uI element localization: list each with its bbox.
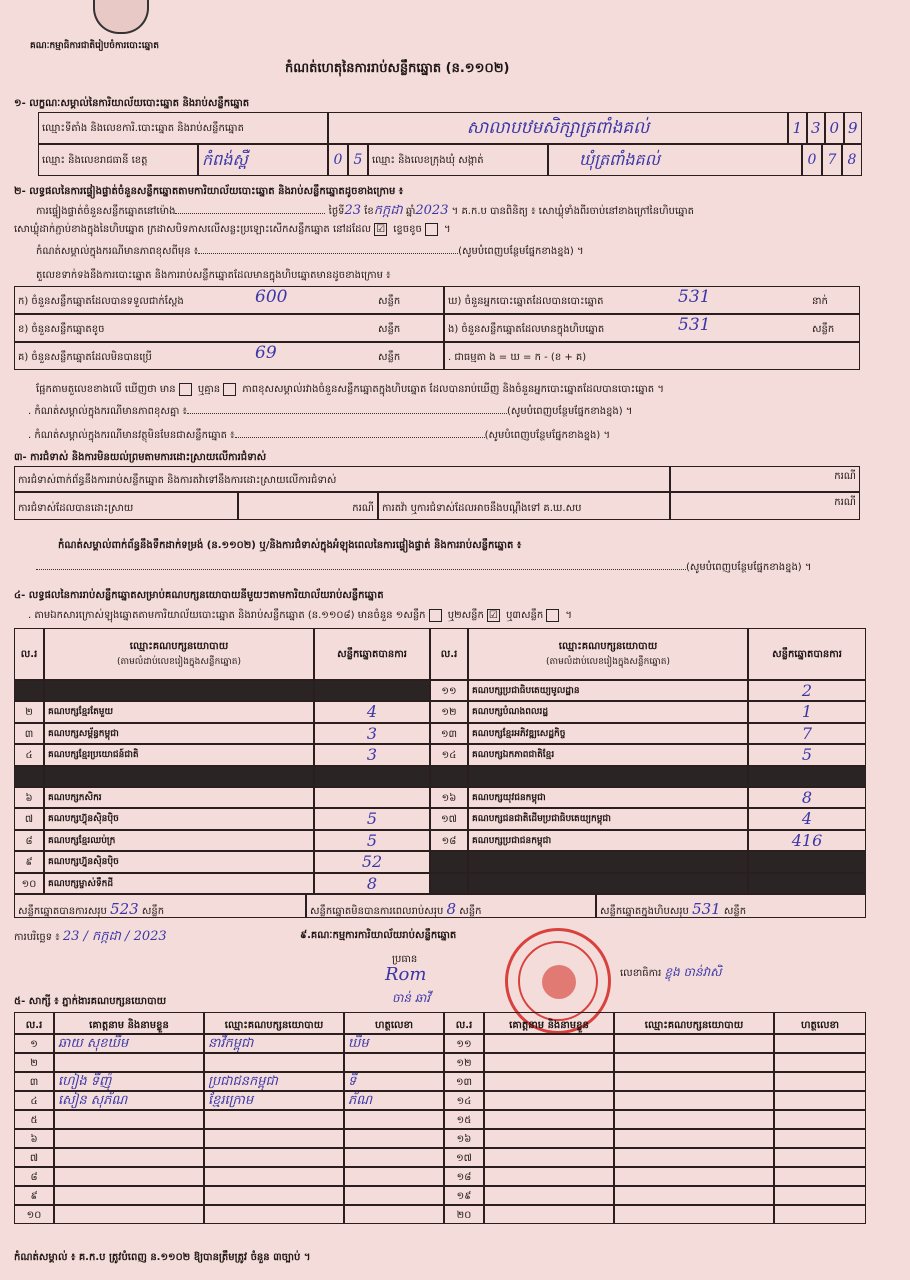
witness-name-9: [54, 1205, 204, 1224]
party-no-right-2: ១៣: [430, 723, 468, 744]
total-in-box-value: 531: [692, 900, 721, 918]
witness-party-3: ខ្មែរក្រោម: [204, 1091, 344, 1110]
witness-party-9: [204, 1205, 344, 1224]
witness-party-8: [204, 1186, 344, 1205]
witness-sign-5: [344, 1129, 444, 1148]
witness-sign-r-6: [774, 1148, 866, 1167]
party-votes-left-7: 5: [314, 830, 430, 851]
figure-right-unit-1: សន្លឹក: [812, 324, 835, 335]
two-sheets-checkbox[interactable]: ☑: [487, 609, 500, 622]
resolved-unit: ករណី: [238, 492, 378, 520]
figure-row-2: គ) ចំនួនសន្លឹកឆ្នោតដែលមិនបានប្រើ: [14, 342, 444, 370]
wit-col-no-l: ល.រ: [14, 1012, 54, 1034]
foreign-object-note: . កំណត់សម្គាល់ក្នុងករណីមានវត្ថុមិនមែនជាសន្លឹកឆ្នោត ៖ (សូមបំពេញបន្ថែមផ្នែកខាងខ្នង) ។: [28, 430, 611, 441]
party-no-right-1: ១២: [430, 701, 468, 722]
col-no-left: ល.រ: [14, 628, 44, 680]
witness-name-r-9: [484, 1205, 614, 1224]
witness-no-r-6: ១៧: [444, 1148, 484, 1167]
witness-name-r-5: [484, 1129, 614, 1148]
witness-no-r-8: ១៩: [444, 1186, 484, 1205]
witness-sign-1: [344, 1053, 444, 1072]
witness-party-7: [204, 1167, 344, 1186]
witness-name-0: ឆាយ សុខឃីម: [54, 1034, 204, 1053]
wit-col-no-r: ល.រ: [444, 1012, 484, 1034]
party-name-left-9: គណបក្សម្ចាស់ទឹកដី: [44, 873, 314, 894]
witness-name-8: [54, 1186, 204, 1205]
party-name-left-2: គណបក្សសម្ព័ន្ធកម្ពុជា: [44, 723, 314, 744]
witness-party-0: នាវីកម្ពុជា: [204, 1034, 344, 1053]
witness-sign-r-8: [774, 1186, 866, 1205]
witness-party-r-3: [614, 1091, 774, 1110]
appeal-label: ការតវ៉ា ឬការជំទាស់ដែលអាចនឹងបណ្ដឹងទៅ គ.ឃ.សប: [378, 492, 670, 520]
witness-name-r-2: [484, 1072, 614, 1091]
emblem: [93, 0, 149, 34]
party-votes-left-0: [314, 680, 430, 701]
witness-no-0: ១: [14, 1034, 54, 1053]
witness-no-7: ៨: [14, 1167, 54, 1186]
witness-sign-4: [344, 1110, 444, 1129]
witness-no-r-0: ១១: [444, 1034, 484, 1053]
party-no-left-2: ៣: [14, 723, 44, 744]
section-3-heading: ៣- ការជំទាស់ និងការមិនយល់ព្រមតាមការដោះស្រាយលើការជំទាស់: [14, 452, 267, 463]
chair-signature: Rom: [385, 964, 427, 985]
commune-digit-2: 7: [822, 144, 842, 176]
witness-party-r-9: [614, 1205, 774, 1224]
witness-name-r-8: [484, 1186, 614, 1205]
party-no-left-8: ៩: [14, 851, 44, 872]
witness-no-6: ៧: [14, 1148, 54, 1167]
witness-sign-7: [344, 1167, 444, 1186]
commune-label: ឈ្មោះ និងលេខក្រុងឃុំ សង្កាត់: [368, 144, 548, 176]
province-label: ឈ្មោះ និងលេខរាជធានី ខេត្ត: [38, 144, 198, 176]
section-1-heading: ១- លក្ខណៈសម្គាល់នៃការិយាល័យបោះឆ្នោត និងរាប់សន្លឹកឆ្នោត: [14, 98, 250, 109]
party-votes-left-3: 3: [314, 744, 430, 765]
witness-no-r-7: ១៨: [444, 1167, 484, 1186]
witness-party-4: [204, 1110, 344, 1129]
party-votes-right-6: 4: [748, 808, 866, 829]
col-votes-left: សន្លឹកឆ្នោតបានការ: [314, 628, 430, 680]
total-invalid-value: 8: [446, 900, 457, 918]
party-no-right-7: ១៨: [430, 830, 468, 851]
section-5-heading: ៥- សាក្សី ៖ ភ្នាក់ងារគណបក្សនយោបាយ: [14, 996, 167, 1007]
witness-no-r-4: ១៥: [444, 1110, 484, 1129]
witness-no-r-1: ១២: [444, 1053, 484, 1072]
figure-right-row-1: ង) ចំនួនសន្លឹកឆ្នោតដែលមានក្នុងហិបឆ្នោត: [444, 314, 860, 342]
witness-party-r-4: [614, 1110, 774, 1129]
comparison-line: ផ្អែកតាមតួលេខខាងលើ ឃើញថា មាន ឬគ្មាន ភាពខុសសម្គាល់រវាងចំនួនសន្លឹកឆ្នោតក្នុងហិបឆ្នោត ដែលបានរាប់ឃើញ និងចំនួនអ្នកបោះឆ្នោតដែលបានបោះឆ្នោត ។: [36, 384, 664, 395]
witness-sign-r-9: [774, 1205, 866, 1224]
col-votes-right: សន្លឹកឆ្នោតបានការ: [748, 628, 866, 680]
party-no-right-8: [430, 851, 468, 872]
witness-no-5: ៦: [14, 1129, 54, 1148]
party-name-right-0: គណបក្សប្រជាធិបតេយ្យមូលដ្ឋាន: [468, 680, 748, 701]
witness-name-r-4: [484, 1110, 614, 1129]
party-name-left-1: គណបក្សខ្មែរតែមួយ: [44, 701, 314, 722]
secretary-signature: ខ្លុង ចាន់វាសិ: [664, 965, 722, 979]
witness-sign-r-3: [774, 1091, 866, 1110]
station-digit-2: 3: [807, 112, 826, 144]
party-name-right-3: គណបក្សឯកភាពជាតិខ្មែរ: [468, 744, 748, 765]
party-votes-right-2: 7: [748, 723, 866, 744]
witness-name-r-0: [484, 1034, 614, 1053]
witness-party-r-5: [614, 1129, 774, 1148]
figure-row-1: ខ) ចំនួនសន្លឹកឆ្នោតខូច: [14, 314, 444, 342]
difference-no-checkbox[interactable]: [223, 383, 236, 396]
witness-no-9: ១០: [14, 1205, 54, 1224]
form-title: កំណត់ហេតុនៃការរាប់សន្លឹកឆ្នោត (ន.១១០២): [285, 61, 510, 76]
witness-party-r-2: [614, 1072, 774, 1091]
tally-sheet-line: . តាមឯកសារក្រោស់ឡុងឆ្នោតតាមការិយាល័យបោះឆ្នោត និងរាប់សន្លឹកឆ្នោត (ន.១១០៨) មានចំនួន ១សន្លឹក ឬ២សន្លឹក ☑ ឬ៣សន្លឹក ។: [28, 609, 572, 621]
commune-digit-3: 8: [842, 144, 862, 176]
commune-name: ឃុំត្រពាំងគល់: [548, 144, 802, 176]
section-3-footnote: កំណត់សម្គាល់ពាក់ព័ន្ធនឹងទឹកដាក់ទម្រង់ (ន.១១០២) ឬ/និងការជំទាស់ក្នុងអំឡុងពេលនៃការផ្ទៀងផ្ទាត់ និងការរាប់សន្លឹកឆ្នោត ៖: [58, 540, 522, 551]
party-name-right-8: [468, 851, 748, 872]
commune-digit-1: 0: [802, 144, 822, 176]
section-2-heading: ២- លទ្ធផលនៃការផ្ទៀងផ្ទាត់ចំនួនសន្លឹកឆ្នោតតាមការិយាល័យបោះឆ្នោត និងរាប់សន្លឹកឆ្នោតដូចខាងក្រោម ៖: [14, 186, 404, 197]
party-no-left-9: ១០: [14, 873, 44, 894]
difference-yes-checkbox[interactable]: [179, 383, 192, 396]
witness-no-1: ២: [14, 1053, 54, 1072]
verification-day: 23: [344, 203, 362, 218]
party-name-left-0: [44, 680, 314, 701]
witness-no-r-9: ២០: [444, 1205, 484, 1224]
station-digit-3: 0: [825, 112, 844, 144]
party-name-left-8: គណបក្សហ្វ៊ុនស៊ិនប៉ិច: [44, 851, 314, 872]
total-valid-value: 523: [110, 900, 139, 918]
party-votes-right-1: 1: [748, 701, 866, 722]
col-party-left-sub: (តាមលំដាប់លេខរៀងក្នុងសន្លឹកឆ្នោត): [117, 657, 241, 667]
party-name-right-2: គណបក្សខ្មែរអភិវឌ្ឍសេដ្ឋកិច្ច: [468, 723, 748, 744]
total-valid: សន្លឹកឆ្នោតបានការសរុប 523 សន្លឹក: [14, 894, 306, 918]
witness-no-2: ៣: [14, 1072, 54, 1091]
section-4-heading: ៤- លទ្ធផលនៃការរាប់សន្លឹកឆ្នោតសម្រាប់គណបក្សនយោបាយនីមួយៗតាមការិយាល័យរាប់សន្លឹកឆ្នោត: [14, 590, 384, 601]
station-digit-1: 1: [788, 112, 807, 144]
total-invalid: សន្លឹកឆ្នោតមិនបានការពេលរាប់សរុប 8 សន្លឹក: [306, 894, 596, 918]
form-date: ការបរិច្ឆេទ ៖ 23 / កក្កដា / 2023: [14, 929, 167, 944]
witness-party-1: [204, 1053, 344, 1072]
party-votes-right-7: 416: [748, 830, 866, 851]
col-party-right: ឈ្មោះគណបក្សនយោបាយ: [468, 628, 748, 680]
commission-name: គណៈកម្មាធិការជាតិរៀបចំការបោះឆ្នោត: [30, 41, 159, 51]
wit-col-sign-l: ហត្ថលេខា: [344, 1012, 444, 1034]
section-3-footnote-end: (សូមបំពេញបន្ថែមផ្នែកខាងខ្នង) ។: [36, 560, 811, 575]
witness-party-r-7: [614, 1167, 774, 1186]
station-digit-4: 9: [844, 112, 863, 144]
wit-col-sign-r: ហត្ថលេខា: [774, 1012, 866, 1034]
witness-sign-3: ភ័ណ: [344, 1091, 444, 1110]
wit-col-party-l: ឈ្មោះគណបក្សនយោបាយ: [204, 1012, 344, 1034]
witness-no-8: ៩: [14, 1186, 54, 1205]
witness-sign-6: [344, 1148, 444, 1167]
witness-no-3: ៤: [14, 1091, 54, 1110]
party-no-left-3: ៤: [14, 744, 44, 765]
witness-name-3: សៀន សុភ័ណ: [54, 1091, 204, 1110]
witness-name-4: [54, 1110, 204, 1129]
difference-note: . កំណត់សម្គាល់ក្នុងករណីមានភាពខុសគ្នា ៖ (សូមបំពេញបន្ថែមផ្នែកខាងខ្នង) ។: [28, 406, 633, 417]
verification-month: កក្កដា: [373, 203, 403, 218]
party-no-right-3: ១៤: [430, 744, 468, 765]
col-party-right-sub: (តាមលំដាប់លេខរៀងក្នុងសន្លឹកឆ្នោត): [546, 657, 670, 667]
figure-unit-0: សន្លឹក: [378, 296, 401, 307]
party-name-right-5: គណបក្សយុវជនកម្ពុជា: [468, 787, 748, 808]
witness-sign-r-1: [774, 1053, 866, 1072]
seal-check-line: សោឃ្លុំដាក់ភ្ជាប់ខាងក្នុងនៃហិបឆ្នោត ក្រដាសបិទភាសលើសន្លះប្រឡោះសើកសន្លឹកឆ្នោត នៅដដែល ☑ ខ្ទេចខូច ។: [14, 223, 451, 235]
complaint-row-label: ការជំទាស់ពាក់ព័ន្ធនឹងការរាប់សន្លឹកឆ្នោត និងការតវ៉ាទៅនឹងការដោះស្រាយលើការជំទាស់: [14, 466, 670, 492]
figure-value-0: 600: [255, 287, 288, 307]
witness-no-r-2: ១៣: [444, 1072, 484, 1091]
party-no-right-5: ១៦: [430, 787, 468, 808]
witness-sign-8: [344, 1186, 444, 1205]
witness-party-5: [204, 1129, 344, 1148]
difference-note-line: កំណត់សម្គាល់ក្នុងករណីមានភាពខុសពីមុន ៖ (សូមបំពេញបន្ថែមផ្នែកខាងខ្នង) ។: [36, 246, 584, 257]
party-name-left-7: គណបក្សខ្មែរឈប់ក្រ: [44, 830, 314, 851]
figure-unit-2: សន្លឹក: [378, 352, 401, 363]
figure-right-unit-0: នាក់: [812, 296, 828, 307]
witness-name-1: [54, 1053, 204, 1072]
figure-value-2: 69: [255, 343, 277, 363]
party-votes-left-4: [314, 766, 430, 787]
party-votes-left-9: 8: [314, 873, 430, 894]
party-no-right-4: [430, 766, 468, 787]
secretary-block: លេខាធិការ ខ្លុង ចាន់វាសិ: [620, 965, 722, 979]
three-sheets-checkbox[interactable]: [546, 609, 559, 622]
witness-sign-r-5: [774, 1129, 866, 1148]
station-label: ឈ្មោះទីតាំង និងលេខការិ.បោះឆ្នោត និងរាប់សន្លឹកឆ្នោត: [38, 112, 328, 144]
one-sheet-checkbox[interactable]: [429, 609, 442, 622]
witness-name-5: [54, 1129, 204, 1148]
party-name-left-4: [44, 766, 314, 787]
party-votes-left-8: 52: [314, 851, 430, 872]
col-party-left: ឈ្មោះគណបក្សនយោបាយ: [44, 628, 314, 680]
witness-name-2: ហៀង ទីញ៉ុ: [54, 1072, 204, 1091]
figure-row-0: ក) ចំនួនសន្លឹកឆ្នោតដែលបានទទួលជាក់ស្តែង: [14, 286, 444, 314]
witness-no-r-3: ១៤: [444, 1091, 484, 1110]
station-name: សាលាបឋមសិក្សាត្រពាំងគល់: [328, 112, 788, 144]
party-name-left-5: គណបក្សកសិករ: [44, 787, 314, 808]
resolved-label: ការជំទាស់ដែលបានដោះស្រាយ: [14, 492, 238, 520]
col-no-right: ល.រ: [430, 628, 468, 680]
province-name: កំពង់ស្ពឺ: [198, 144, 328, 176]
witness-sign-r-7: [774, 1167, 866, 1186]
witness-party-6: [204, 1148, 344, 1167]
party-name-right-9: [468, 873, 748, 894]
party-no-left-6: ៧: [14, 808, 44, 829]
witness-no-4: ៥: [14, 1110, 54, 1129]
party-no-left-1: ២: [14, 701, 44, 722]
witness-sign-r-2: [774, 1072, 866, 1091]
witness-sign-9: [344, 1205, 444, 1224]
figure-right-value-1: 531: [678, 315, 711, 335]
witness-name-r-7: [484, 1167, 614, 1186]
witness-sign-r-0: [774, 1034, 866, 1053]
witness-name-6: [54, 1148, 204, 1167]
party-votes-right-4: [748, 766, 866, 787]
party-votes-left-2: 3: [314, 723, 430, 744]
party-name-right-7: គណបក្សប្រជាជនកម្ពុជា: [468, 830, 748, 851]
figure-right-value-0: 531: [678, 287, 711, 307]
party-no-left-4: [14, 766, 44, 787]
party-votes-left-5: [314, 787, 430, 808]
party-votes-right-3: 5: [748, 744, 866, 765]
witness-name-r-6: [484, 1148, 614, 1167]
party-votes-right-0: 2: [748, 680, 866, 701]
party-no-right-0: ១១: [430, 680, 468, 701]
appeal-unit: ករណី: [670, 492, 860, 520]
witness-party-r-1: [614, 1053, 774, 1072]
party-name-left-6: គណបក្សហ៊្វុនស៊ិនប៉ិច: [44, 808, 314, 829]
damaged-checkbox[interactable]: [425, 223, 438, 236]
intact-checkbox[interactable]: ☑: [374, 223, 387, 236]
witness-sign-0: ឃីម: [344, 1034, 444, 1053]
party-name-right-1: គណបក្សបំណងពលរដ្ឋ: [468, 701, 748, 722]
province-digit-1: 0: [328, 144, 348, 176]
verification-line: ការផ្ទៀងផ្ទាត់ចំនួនសន្លឹកឆ្នោតនៅម៉ោង ថ្ងៃទី23 ខែកក្កដា ឆ្នាំ2023 ។ គ.ក.ប បានពិនិត្យ ៖ សោឃ្លុំទាំងពីរចាប់នៅខាងក្រៅនៃហិបឆ្នោត: [36, 203, 694, 218]
party-votes-left-6: 5: [314, 808, 430, 829]
party-no-left-0: [14, 680, 44, 701]
figure-right-row-2: . ជាធម្មតា ង = ឃ = ក - (ខ + គ): [444, 342, 860, 370]
verification-year: 2023: [415, 203, 449, 218]
party-votes-right-8: [748, 851, 866, 872]
witness-party-2: ប្រជាជនកម្ពុជា: [204, 1072, 344, 1091]
witness-no-r-5: ១៦: [444, 1129, 484, 1148]
party-name-left-3: គណបក្សខ្មែរប្រយោជន៍ជាតិ: [44, 744, 314, 765]
witness-party-r-0: [614, 1034, 774, 1053]
witness-name-7: [54, 1167, 204, 1186]
wit-col-name-r: គោត្តនាម និងនាមខ្លួន: [484, 1012, 614, 1034]
province-digit-2: 5: [348, 144, 368, 176]
chair-label: ប្រធាន: [392, 954, 418, 965]
witness-name-r-1: [484, 1053, 614, 1072]
party-no-right-6: ១៧: [430, 808, 468, 829]
party-no-left-5: ៦: [14, 787, 44, 808]
party-name-right-6: គណបក្សជនជាតិដើមប្រជាធិបតេយ្យកម្ពុជា: [468, 808, 748, 829]
witness-party-r-6: [614, 1148, 774, 1167]
committee-label: ៩.គណៈកម្មការការិយាល័យរាប់សន្លឹកឆ្នោត: [300, 930, 457, 941]
party-name-right-4: [468, 766, 748, 787]
witness-sign-2: ទី: [344, 1072, 444, 1091]
chair-name: ចាន់ ឆាវី: [392, 991, 431, 1005]
wit-col-name-l: គោត្តនាម និងនាមខ្លួន: [54, 1012, 204, 1034]
party-no-left-7: ៨: [14, 830, 44, 851]
party-no-right-9: [430, 873, 468, 894]
footer-note: កំណត់សម្គាល់ ៖ គ.ក.ប ត្រូវបំពេញ ន.១១០២ ឱ្យបានត្រឹមត្រូវ ចំនួន ៣ច្បាប់ ។: [14, 1252, 311, 1263]
figure-right-row-0: ឃ) ចំនួនអ្នកបោះឆ្នោតដែលបានបោះឆ្នោត: [444, 286, 860, 314]
witness-party-r-8: [614, 1186, 774, 1205]
complaint-row-unit: ករណី: [670, 466, 860, 492]
figure-unit-1: សន្លឹក: [378, 324, 401, 335]
witness-name-r-3: [484, 1091, 614, 1110]
party-votes-right-9: [748, 873, 866, 894]
witness-sign-r-4: [774, 1110, 866, 1129]
party-votes-right-5: 8: [748, 787, 866, 808]
wit-col-party-r: ឈ្មោះគណបក្សនយោបាយ: [614, 1012, 774, 1034]
total-in-box: សន្លឹកឆ្នោតក្នុងហិបសរុប 531 សន្លឹក: [596, 894, 866, 918]
party-votes-left-1: 4: [314, 701, 430, 722]
figures-intro: តួលេខទាក់ទងនឹងការបោះឆ្នោត និងការរាប់សន្លឹកឆ្នោតដែលមានក្នុងហិបឆ្នោតមានដូចខាងក្រោម ៖: [36, 270, 391, 281]
